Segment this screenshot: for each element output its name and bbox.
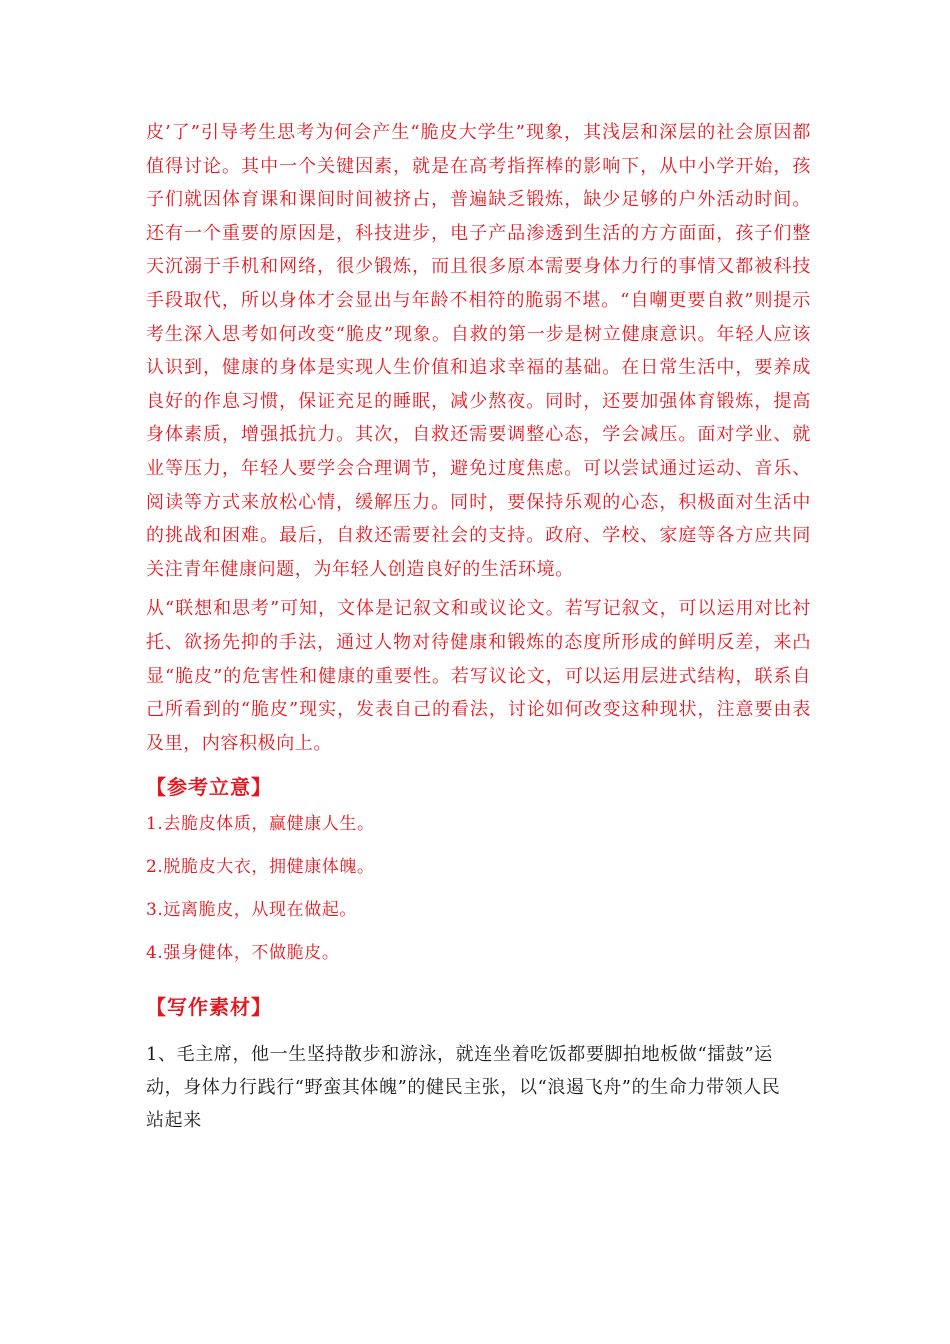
reference-idea-item: 3.远离脆皮，从现在做起。 <box>146 900 358 921</box>
reference-idea-item: 2.脱脆皮大衣，拥健康体魄。 <box>146 857 375 878</box>
reference-ideas-heading: 【参考立意】 <box>146 775 272 800</box>
writing-material-item: 1、毛主席，他一生坚持散步和游泳，就连坐着吃饭都要脚拍地板做“擂鼓”运动，身体力行践行“野蛮其体魄”的健民主张，以“浪遏飞舟”的生命力带领人民站起来 <box>146 1044 781 1132</box>
reference-idea-item: 1.去脆皮体质，赢健康人生。 <box>146 814 375 835</box>
analysis-paragraph-1: 皮’了”引导考生思考为何会产生“脆皮大学生”现象，其浅层和深层的社会原因都值得讨论。其中一个关键因素，就是在高考指挥棒的影响下，从中小学开始，孩子们就因体育课和课间时间被挤占，普遍缺乏锻炼，缺少足够的户外活动时间。还有一个重要的原因是，科技进步，电子产品渗透到生活的方方面面，孩子们整天沉溺于手机和网络，很少锻炼，而且很多原本需要身体力行的事情又都被科技手段取代，所以身体才会显出与年龄不相符的脆弱不堪。“自嘲更要自救”则提示考生深入思考如何改变“脆皮”现象。自救的第一步是树立健康意识。年轻人应该认识到，健康的身体是实现人生价值和追求幸福的基础。在日常生活中，要养成良好的作息习惯，保证充足的睡眠，减少熬夜。同时，还要加强体育锻炼，提高身体素质，增强抵抗力。其次，自救还需要调整心态，学会减压。面对学业、就业等压力，年轻人要学会合理调节，避免过度焦虑。可以尝试通过运动、音乐、阅读等方式来放松心情，缓解压力。同时，要保持乐观的心态，积极面对生活中的挑战和困难。最后，自救还需要社会的支持。政府、学校、家庭等各方应共同关注青年健康问题，为年轻人创造良好的生活环境。 <box>146 122 811 580</box>
writing-material-heading: 【写作素材】 <box>146 995 272 1020</box>
reference-idea-item: 4.强身健体，不做脆皮。 <box>146 943 340 964</box>
document-content <box>146 116 811 1137</box>
analysis-paragraph-2: 从“联想和思考”可知，文体是记叙文和或议论文。若写记叙文，可以运用对比衬托、欲扬先抑的手法，通过人物对待健康和锻炼的态度所形成的鲜明反差，来凸显“脆皮”的危害性和健康的重要性。若写议论文，可以运用层进式结构，联系自己所看到的“脆皮”现实，发表自己的看法，讨论如何改变这种现状，注意要由表及里，内容积极向上。 <box>146 598 811 754</box>
